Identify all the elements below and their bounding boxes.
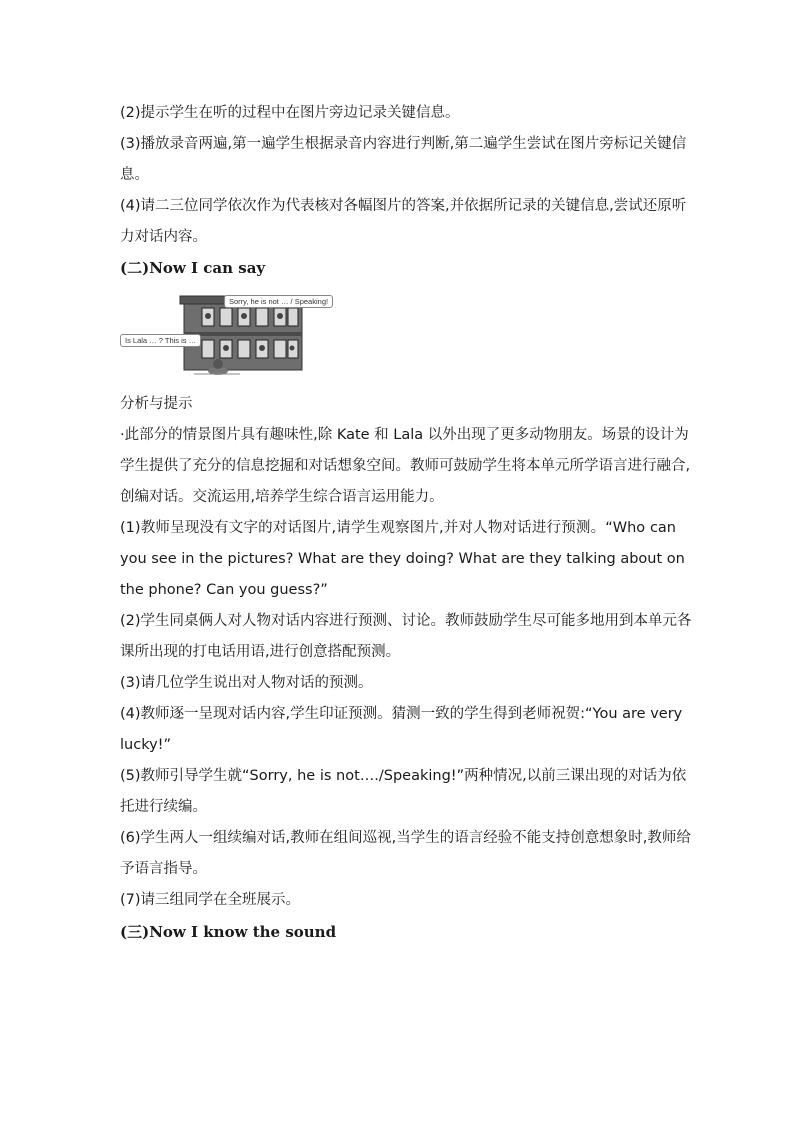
body-line: 予语言指导。 (120, 861, 207, 877)
section-heading-now-i-know-the-sound: (三)Now I know the sound (120, 923, 337, 941)
step-4-line-1: (4)请二三位同学依次作为代表核对各幅图片的答案,并依据所记录的关键信息,尝试还原听 (120, 198, 687, 214)
body-line: lucky!” (120, 737, 171, 753)
section-heading-now-i-can-say: (二)Now I can say (120, 259, 266, 277)
body-line: ·此部分的情景图片具有趣味性,除 Kate 和 Lala 以外出现了更多动物朋友。场景的设计为 (120, 427, 689, 443)
analysis-title: 分析与提示 (120, 396, 193, 412)
body-line: (7)请三组同学在全班展示。 (120, 892, 301, 908)
body-line: (6)学生两人一组续编对话,教师在组间巡视,当学生的语言经验不能支持创意想象时,教师给 (120, 830, 691, 846)
speech-bubble-left: Is Lala … ? This is … (120, 334, 201, 347)
speech-bubble-right: Sorry, he is not … / Speaking! (224, 295, 333, 308)
body-line: 创编对话。交流运用,培养学生综合语言运用能力。 (120, 489, 444, 505)
step-3-line-1: (3)播放录音两遍,第一遍学生根据录音内容进行判断,第二遍学生尝试在图片旁标记关键信 (120, 136, 687, 152)
body-line: (1)教师呈现没有文字的对话图片,请学生观察图片,并对人物对话进行预测。“Who can (120, 520, 676, 536)
body-line: you see in the pictures? What are they doing? What are they talking about on (120, 551, 685, 567)
step-3-line-2: 息。 (120, 167, 149, 183)
body-line: (5)教师引导学生就“Sorry, he is not…./Speaking!”两种情况,以前三课出现的对话为依 (120, 768, 687, 784)
step-4-line-2: 力对话内容。 (120, 229, 207, 245)
body-line: the phone? Can you guess?” (120, 582, 328, 598)
body-line: 学生提供了充分的信息挖掘和对话想象空间。教师可鼓励学生将本单元所学语言进行融合, (120, 458, 691, 474)
step-2-line: (2)提示学生在听的过程中在图片旁边记录关键信息。 (120, 105, 460, 121)
body-line: (4)教师逐一呈现对话内容,学生印证预测。猜测一致的学生得到老师祝贺:“You are very (120, 706, 683, 722)
scene-illustration (120, 292, 340, 378)
body-line: (2)学生同桌俩人对人物对话内容进行预测、讨论。教师鼓励学生尽可能多地用到本单元各 (120, 613, 692, 629)
body-line: 托进行续编。 (120, 799, 207, 815)
body-line: 课所出现的打电话用语,进行创意搭配预测。 (120, 644, 401, 660)
body-line: (3)请几位学生说出对人物对话的预测。 (120, 675, 373, 691)
